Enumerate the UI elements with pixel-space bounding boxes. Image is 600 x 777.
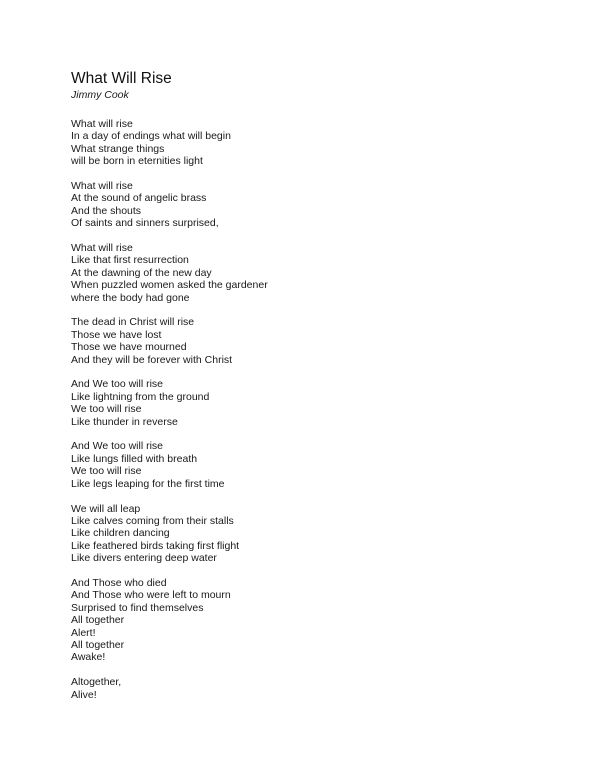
- poem-line: Like thunder in reverse: [71, 415, 178, 428]
- poem-line: Like children dancing: [71, 527, 170, 540]
- poem-line: We will all leap: [71, 502, 141, 515]
- poem-title: What Will Rise: [71, 70, 172, 87]
- poem-line: where the body had gone: [71, 291, 190, 304]
- poem-line: Like calves coming from their stalls: [71, 514, 234, 527]
- poem-line: And the shouts: [71, 204, 142, 217]
- poem-line: Like divers entering deep water: [71, 552, 217, 565]
- poem-line: Those we have mourned: [71, 341, 187, 354]
- poem-line: And We too will rise: [71, 378, 164, 391]
- poem-line: We too will rise: [71, 465, 142, 478]
- stanza-7: [71, 503, 551, 565]
- poem-line: Of saints and sinners surprised,: [71, 217, 219, 230]
- stanza-4: [71, 316, 551, 366]
- stanza-2: [71, 180, 551, 230]
- poem-line: In a day of endings what will begin: [71, 130, 231, 143]
- stanza-9: [71, 676, 551, 701]
- poem-line: The dead in Christ will rise: [71, 316, 195, 329]
- poem-line: All together: [71, 614, 125, 627]
- poem-line: And they will be forever with Christ: [71, 353, 233, 366]
- stanza-3: [71, 242, 551, 304]
- poem-line: We too will rise: [71, 403, 142, 416]
- poem-line: Like lungs filled with breath: [71, 452, 198, 465]
- poem-line: When puzzled women asked the gardener: [71, 279, 268, 292]
- stanza-1: [71, 118, 551, 168]
- poem-line: Alert!: [71, 626, 96, 639]
- poem-line: And Those who died: [71, 576, 167, 589]
- poem-line: Like that first resurrection: [71, 254, 189, 267]
- stanza-5: [71, 378, 551, 428]
- stanza-6: [71, 440, 551, 490]
- poem-line: will be born in eternities light: [71, 155, 203, 168]
- poem-line: Surprised to find themselves: [71, 601, 204, 614]
- poem-line: All together: [71, 638, 125, 651]
- poem-line: What will rise: [71, 242, 133, 255]
- poem-line: What strange things: [71, 142, 165, 155]
- poem-line: At the dawning of the new day: [71, 266, 212, 279]
- stanza-8: [71, 577, 551, 664]
- poem-line: Awake!: [71, 651, 106, 664]
- poem-line: Those we have lost: [71, 328, 162, 341]
- poem-line: What will rise: [71, 180, 133, 193]
- poem-line: And Those who were left to mourn: [71, 589, 231, 602]
- poem-line: Like feathered birds taking first flight: [71, 539, 240, 552]
- poem: [71, 69, 551, 713]
- poem-line: What will rise: [71, 118, 133, 130]
- poem-line: And We too will rise: [71, 440, 164, 453]
- poem-line: Alive!: [71, 688, 97, 701]
- poem-line: At the sound of angelic brass: [71, 192, 207, 205]
- poem-line: Like lightning from the ground: [71, 390, 210, 403]
- poem-author: Jimmy Cook: [71, 89, 129, 101]
- poem-line: Like legs leaping for the first time: [71, 477, 225, 490]
- poem-line: Altogether,: [71, 676, 122, 689]
